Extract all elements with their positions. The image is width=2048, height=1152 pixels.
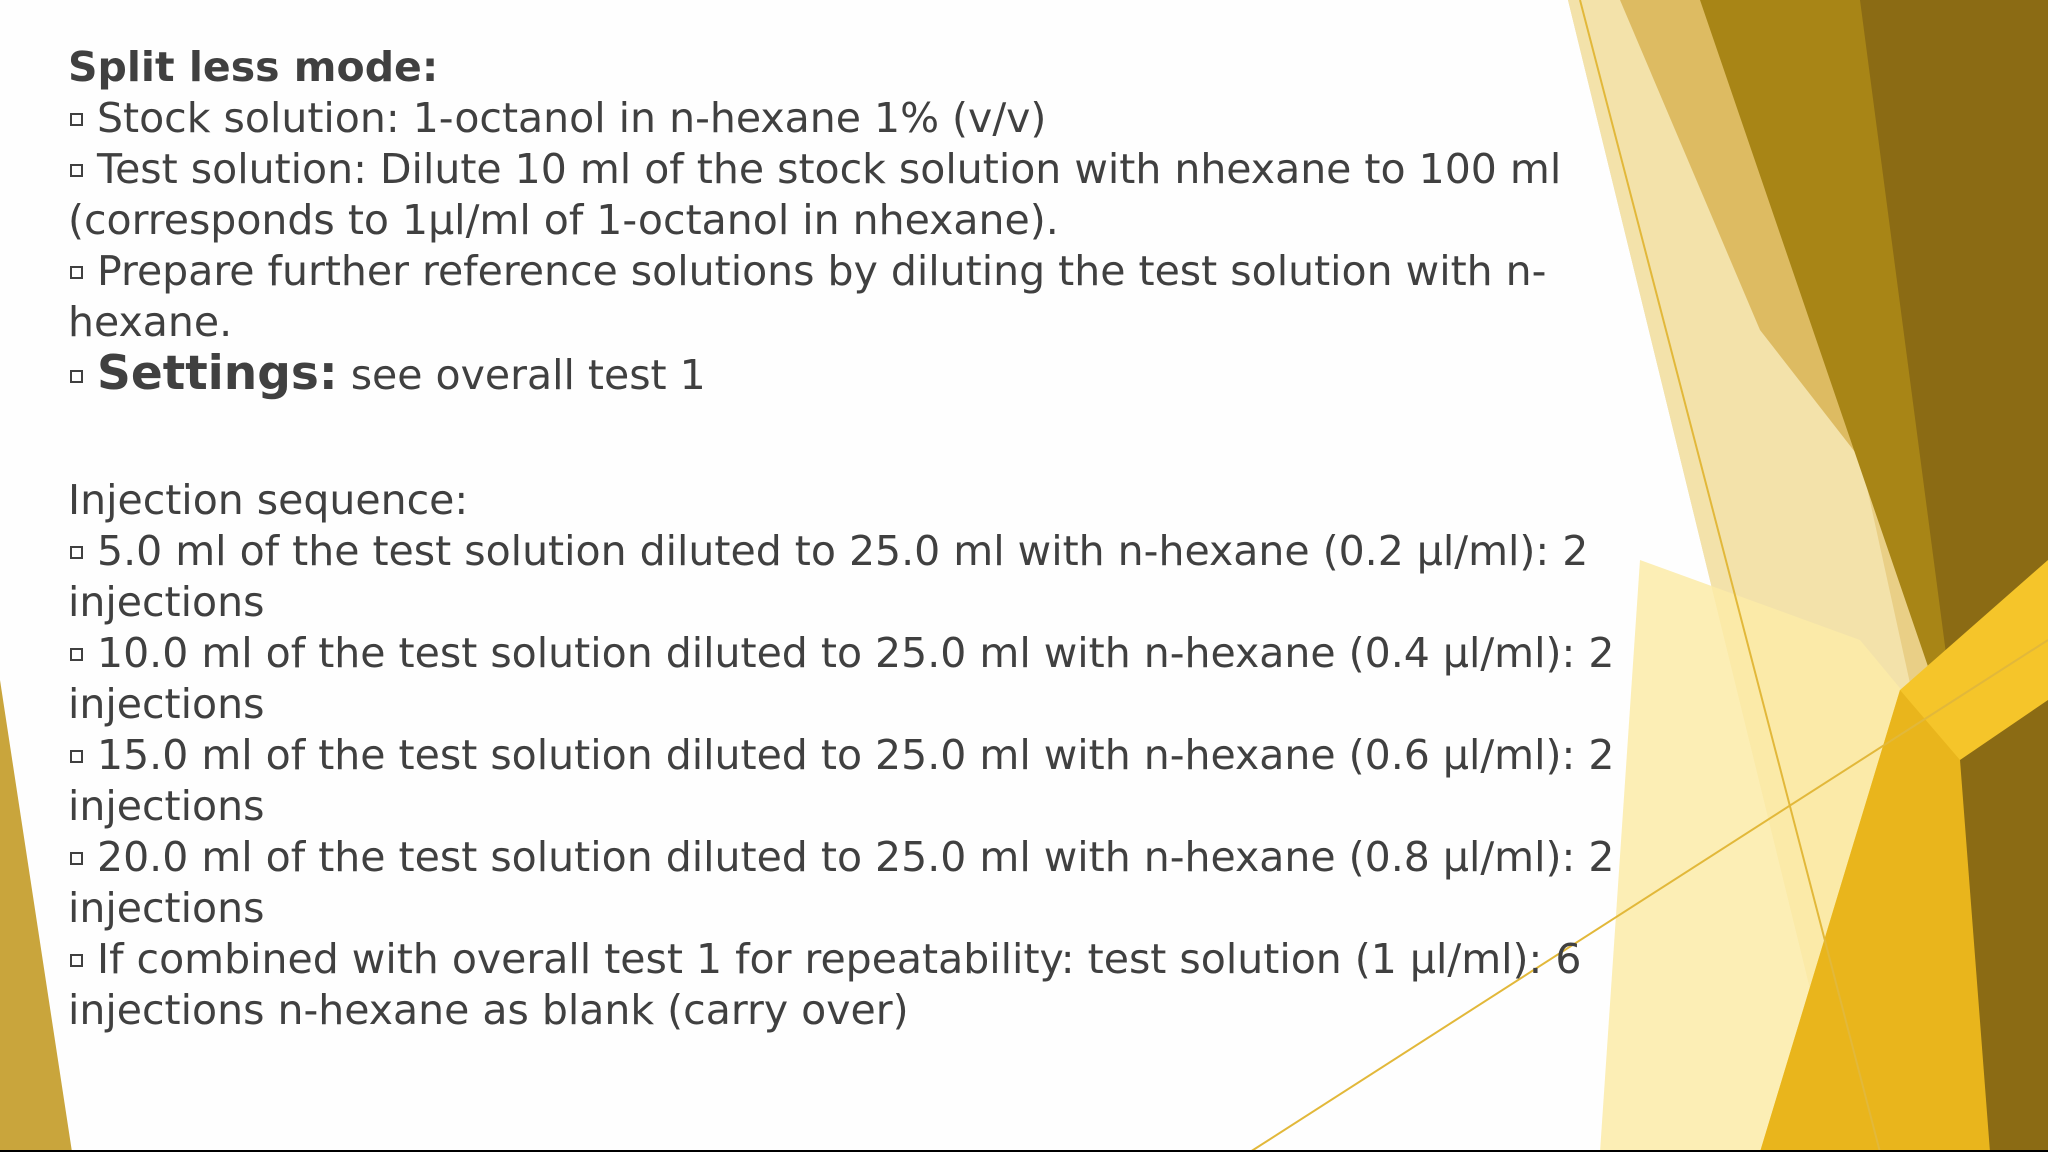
bullet-text: Stock solution: 1-octanol in n-hexane 1% (v/v) bbox=[97, 94, 1047, 142]
injection-item bbox=[68, 628, 1708, 730]
bullet-text: Test solution: Dilute 10 ml of the stock solution with nhexane to 100 ml (corresponds to 1µl/ml of 1-octanol in nhexane). bbox=[68, 145, 1562, 244]
bullet-item bbox=[68, 144, 1708, 246]
square-bullet-icon bbox=[70, 750, 83, 763]
spacer bbox=[68, 401, 1708, 475]
square-bullet-icon bbox=[70, 113, 83, 126]
injection-text: 5.0 ml of the test solution diluted to 25.0 ml with n-hexane (0.2 µl/ml): 2 injections bbox=[68, 527, 1589, 626]
section-heading: Split less mode: bbox=[68, 43, 439, 91]
injection-heading: Injection sequence: bbox=[68, 476, 469, 524]
injection-item bbox=[68, 526, 1708, 628]
bullet-item bbox=[68, 93, 1708, 144]
settings-text: see overall test 1 bbox=[337, 351, 706, 399]
injection-item bbox=[68, 832, 1708, 934]
bullet-item-settings bbox=[68, 348, 1708, 401]
square-bullet-icon bbox=[70, 266, 83, 279]
square-bullet-icon bbox=[70, 546, 83, 559]
square-bullet-icon bbox=[70, 648, 83, 661]
injection-text: 15.0 ml of the test solution diluted to 25.0 ml with n-hexane (0.6 µl/ml): 2 injections bbox=[68, 731, 1615, 830]
square-bullet-icon bbox=[70, 164, 83, 177]
bullet-item bbox=[68, 246, 1708, 348]
square-bullet-icon bbox=[70, 370, 83, 383]
bullet-text: Prepare further reference solutions by diluting the test solution with n-hexane. bbox=[68, 247, 1547, 346]
square-bullet-icon bbox=[70, 954, 83, 967]
settings-label: Settings: bbox=[97, 346, 338, 401]
left-facet bbox=[0, 680, 72, 1152]
injection-text: If combined with overall test 1 for repeatability: test solution (1 µl/ml): 6 injections n-hexane as blank (carry over) bbox=[68, 935, 1582, 1034]
square-bullet-icon bbox=[70, 852, 83, 865]
injection-item bbox=[68, 730, 1708, 832]
injection-text: 10.0 ml of the test solution diluted to 25.0 ml with n-hexane (0.4 µl/ml): 2 injections bbox=[68, 629, 1615, 728]
injection-item bbox=[68, 934, 1708, 1036]
slide-content bbox=[68, 42, 1708, 1036]
injection-text: 20.0 ml of the test solution diluted to 25.0 ml with n-hexane (0.8 µl/ml): 2 injections bbox=[68, 833, 1615, 932]
